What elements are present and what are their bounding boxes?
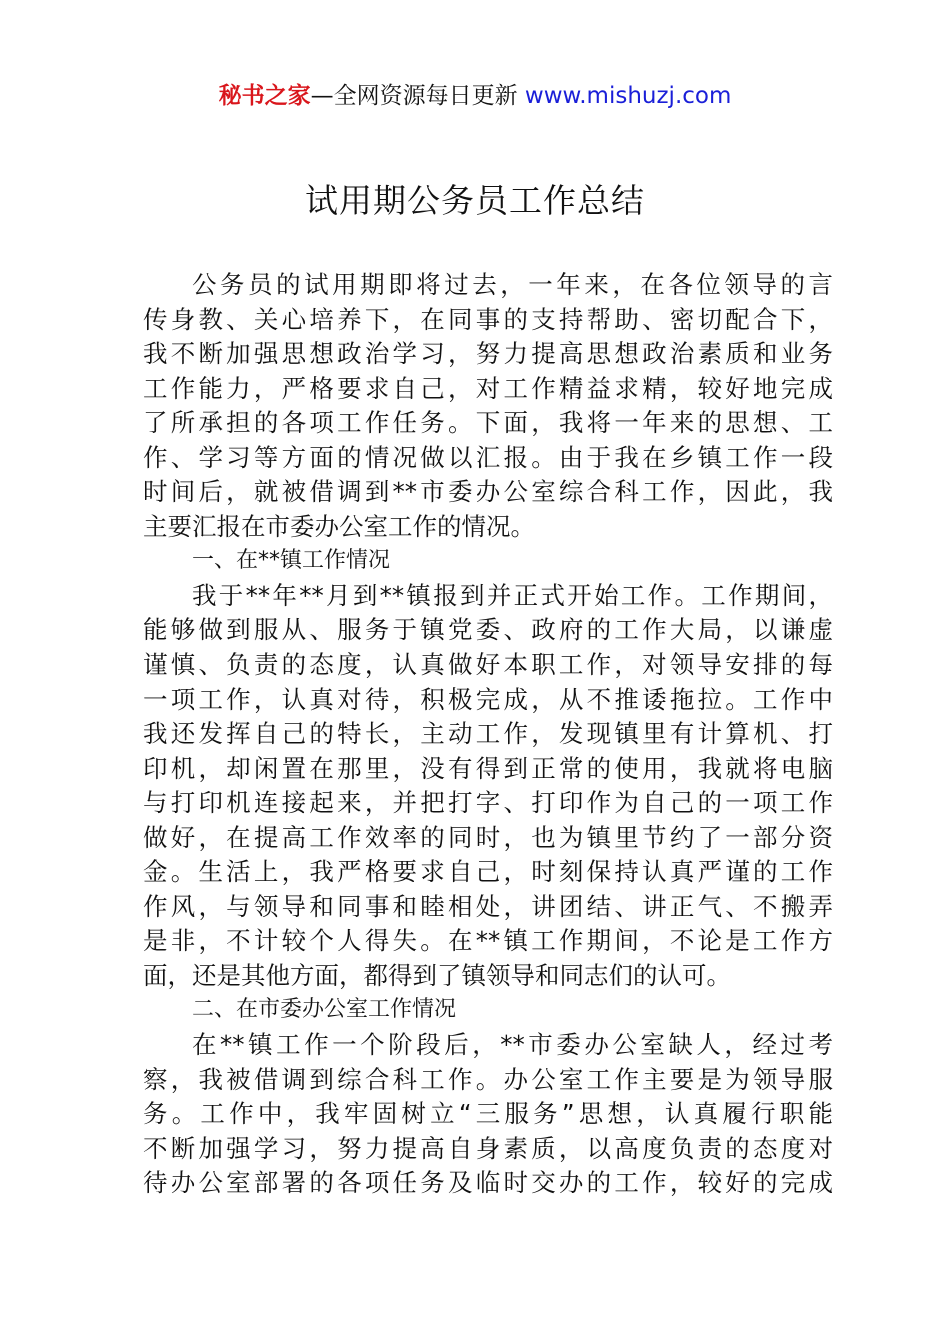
paragraph-line: 与打印机连接起来，并把打字、打印作为自己的一项工作: [143, 788, 833, 818]
section-heading: 一、在**镇工作情况: [192, 548, 391, 574]
paragraph-line: 做好，在提高工作效率的同时，也为镇里节约了一部分资: [143, 822, 833, 852]
paragraph-line: 主要汇报在市委办公室工作的情况。: [143, 511, 535, 541]
paragraph-line: 时间后，就被借调到**市委办公室综合科工作，因此，我: [143, 477, 833, 507]
paragraph-line: 作风，与领导和同事和睦相处，讲团结、讲正气、不搬弄: [143, 891, 833, 921]
paragraph-line: 传身教、关心培养下，在同事的支持帮助、密切配合下，: [143, 304, 833, 334]
paragraph-line: 能够做到服从、服务于镇党委、政府的工作大局，以谦虚: [143, 615, 833, 645]
paragraph-line: 在**镇工作一个阶段后，**市委办公室缺人，经过考: [192, 1030, 833, 1060]
paragraph-line: 察，我被借调到综合科工作。办公室工作主要是为领导服: [143, 1064, 833, 1094]
paragraph-line: 金。生活上，我严格要求自己，时刻保持认真严谨的工作: [143, 857, 833, 887]
site-header: [0, 80, 950, 112]
site-url-link[interactable]: www.mishuzj.com: [524, 83, 732, 109]
paragraph-line: 不断加强学习，努力提高自身素质，以高度负责的态度对: [143, 1133, 833, 1163]
paragraph-line: 务。工作中，我牢固树立“三服务”思想，认真履行职能: [143, 1099, 833, 1129]
paragraph-line: 公务员的试用期即将过去，一年来，在各位领导的言: [192, 270, 833, 299]
paragraph-line: 谨慎、负责的态度，认真做好本职工作，对领导安排的每: [143, 650, 833, 680]
paragraph-line: 我还发挥自己的特长，主动工作，发现镇里有计算机、打: [143, 719, 833, 749]
paragraph-line: 了所承担的各项工作任务。下面，我将一年来的思想、工: [143, 408, 833, 438]
document-body: [143, 268, 833, 1201]
paragraph-line: 作、学习等方面的情况做以汇报。由于我在乡镇工作一段: [143, 442, 833, 472]
paragraph-line: 是非，不计较个人得失。在**镇工作期间，不论是工作方: [143, 926, 833, 956]
paragraph-line: 工作能力，严格要求自己，对工作精益求精，较好地完成: [143, 373, 833, 403]
paragraph-line: 我于**年**月到**镇报到并正式开始工作。工作期间，: [192, 580, 833, 610]
paragraph-line: 待办公室部署的各项任务及临时交办的工作，较好的完成: [143, 1168, 833, 1198]
site-brand: 秘书之家: [218, 83, 311, 109]
section-heading: 二、在市委办公室工作情况: [192, 997, 457, 1023]
paragraph-line: 面，还是其他方面，都得到了镇领导和同志们的认可。: [143, 960, 731, 990]
document-title: 试用期公务员工作总结: [305, 181, 645, 220]
paragraph-line: 印机，却闲置在那里，没有得到正常的使用，我就将电脑: [143, 753, 833, 783]
paragraph-line: 一项工作，认真对待，积极完成，从不推诿拖拉。工作中: [143, 684, 833, 714]
site-slogan: —全网资源每日更新: [310, 83, 525, 109]
paragraph-line: 我不断加强思想政治学习，努力提高思想政治素质和业务: [143, 339, 833, 369]
